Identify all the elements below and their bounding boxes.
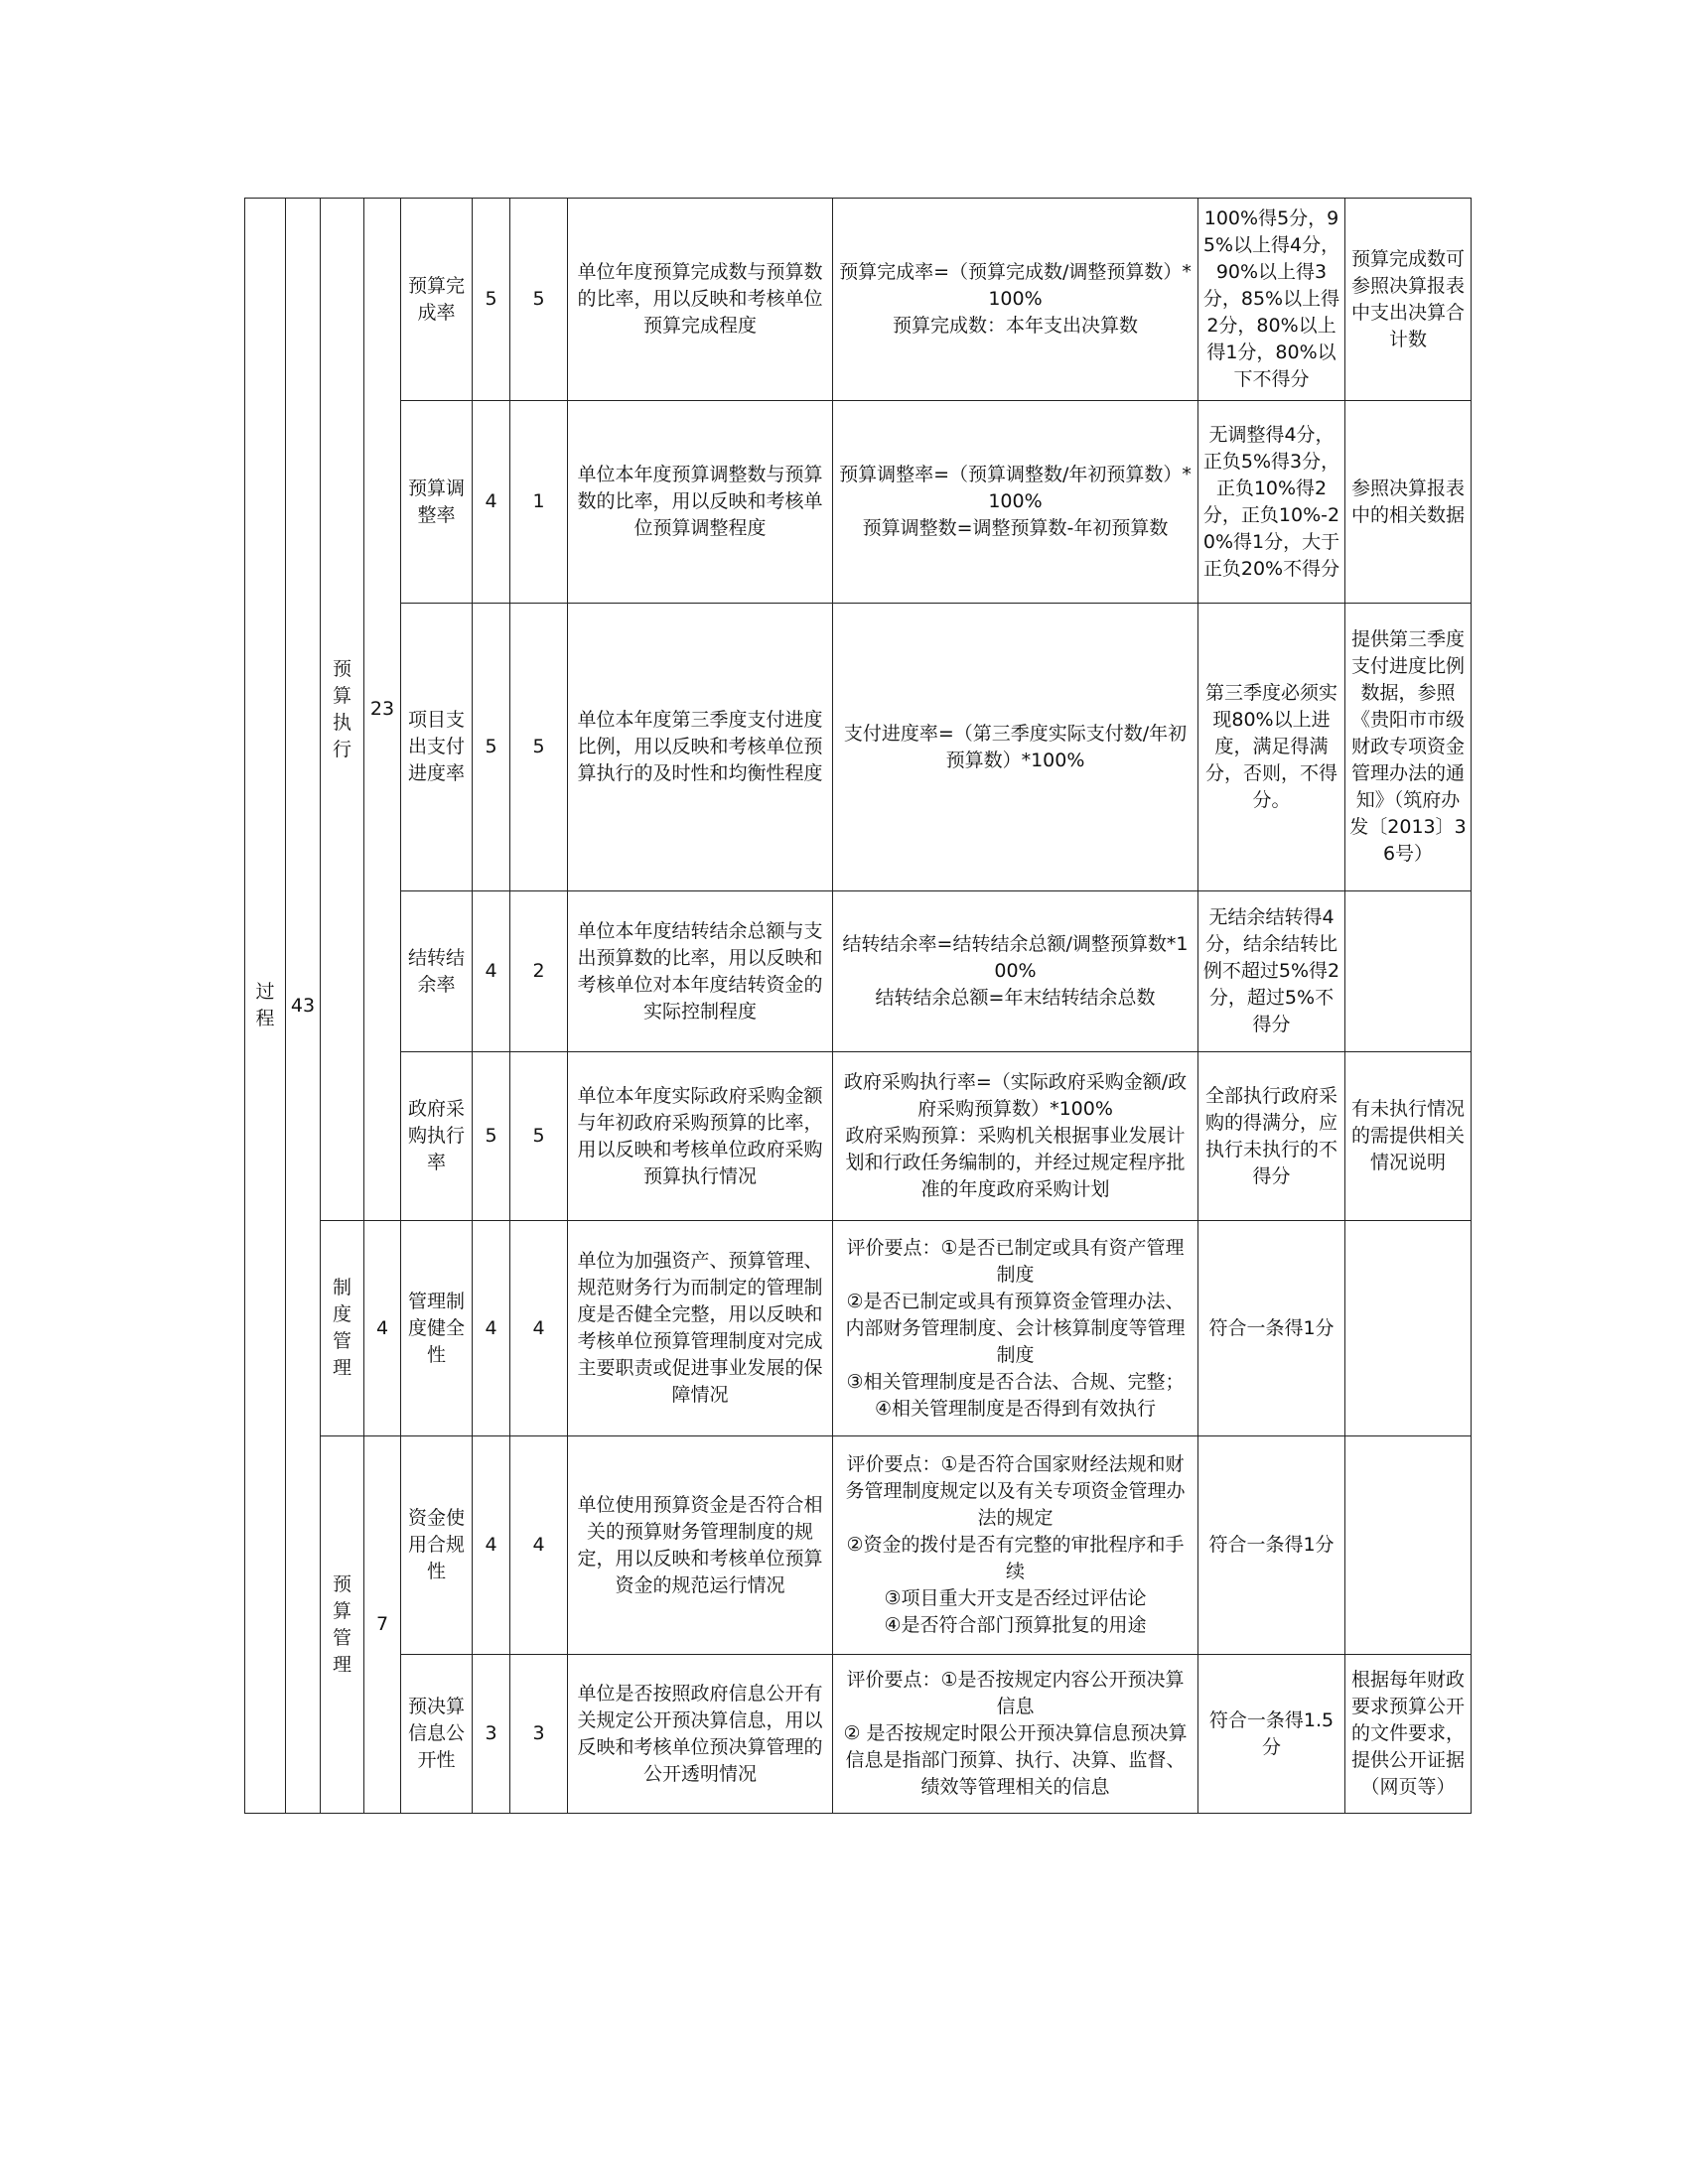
group-management-name: 预算管理	[321, 1436, 364, 1814]
indicator-weight: 3	[473, 1655, 510, 1814]
indicator-definition: 单位是否按照政府信息公开有关规定公开预决算信息，用以反映和考核单位预决算管理的公开透明情况	[568, 1655, 833, 1814]
group-system-name: 制度管理	[321, 1221, 364, 1436]
indicator-name: 结转结余率	[401, 891, 473, 1052]
indicator-weight: 5	[473, 1052, 510, 1221]
indicator-remark: 提供第三季度支付进度比例数据，参照《贵阳市市级财政专项资金管理办法的通知》（筑府办发〔2013〕36号）	[1345, 604, 1472, 891]
indicator-criteria: 符合一条得1分	[1198, 1221, 1345, 1436]
indicator-criteria: 第三季度必须实现80%以上进度，满足得满分，否则，不得分。	[1198, 604, 1345, 891]
indicator-name: 项目支出支付进度率	[401, 604, 473, 891]
indicator-definition: 单位年度预算完成数与预算数的比率，用以反映和考核单位预算完成程度	[568, 199, 833, 401]
table-row	[245, 1655, 1472, 1814]
indicator-weight: 4	[473, 891, 510, 1052]
indicator-formula: 结转结余率=结转结余总额/调整预算数*100% 结转结余总额=年末结转结余总数	[833, 891, 1198, 1052]
indicator-remark: 预算完成数可参照决算报表中支出决算合计数	[1345, 199, 1472, 401]
evaluation-table	[244, 198, 1472, 1814]
group-execution-score: 23	[364, 199, 401, 1221]
indicator-definition: 单位本年度实际政府采购金额与年初政府采购预算的比率，用以反映和考核单位政府采购预算执行情况	[568, 1052, 833, 1221]
indicator-definition: 单位本年度第三季度支付进度比例，用以反映和考核单位预算执行的及时性和均衡性程度	[568, 604, 833, 891]
indicator-formula: 评价要点：①是否按规定内容公开预决算信息 ② 是否按规定时限公开预决算信息预决算信息是指部门预算、执行、决算、监督、绩效等管理相关的信息	[833, 1655, 1198, 1814]
indicator-criteria: 无调整得4分，正负5%得3分，正负10%得2分，正负10%-20%得1分，大于正负20%不得分	[1198, 401, 1345, 604]
indicator-score: 2	[510, 891, 568, 1052]
table-row	[245, 199, 1472, 401]
indicator-weight: 4	[473, 401, 510, 604]
indicator-criteria: 无结余结转得4分，结余结转比例不超过5%得2分，超过5%不得分	[1198, 891, 1345, 1052]
indicator-formula: 预算完成率=（预算完成数/调整预算数）*100% 预算完成数：本年支出决算数	[833, 199, 1198, 401]
table-row	[245, 1436, 1472, 1655]
table-row	[245, 401, 1472, 604]
indicator-formula: 预算调整率=（预算调整数/年初预算数）*100% 预算调整数=调整预算数-年初预算数	[833, 401, 1198, 604]
indicator-score: 5	[510, 604, 568, 891]
indicator-weight: 4	[473, 1436, 510, 1655]
indicator-criteria: 符合一条得1分	[1198, 1436, 1345, 1655]
group-management-score: 7	[364, 1436, 401, 1814]
indicator-name: 政府采购执行率	[401, 1052, 473, 1221]
indicator-formula: 评价要点：①是否已制定或具有资产管理制度 ②是否已制定或具有预算资金管理办法、内部财务管理制度、会计核算制度等管理制度 ③相关管理制度是否合法、合规、完整； ④相关管理制度是否得到有效执行	[833, 1221, 1198, 1436]
indicator-score: 4	[510, 1436, 568, 1655]
indicator-name: 预算调整率	[401, 401, 473, 604]
indicator-name: 预算完成率	[401, 199, 473, 401]
indicator-remark	[1345, 1221, 1472, 1436]
indicator-weight: 5	[473, 199, 510, 401]
indicator-criteria: 100%得5分，95%以上得4分，90%以上得3分，85%以上得2分，80%以上得1分，80%以下不得分	[1198, 199, 1345, 401]
table-row	[245, 604, 1472, 891]
indicator-score: 3	[510, 1655, 568, 1814]
indicator-weight: 4	[473, 1221, 510, 1436]
indicator-name: 管理制度健全性	[401, 1221, 473, 1436]
indicator-definition: 单位为加强资产、预算管理、规范财务行为而制定的管理制度是否健全完整，用以反映和考核单位预算管理制度对完成主要职责或促进事业发展的保障情况	[568, 1221, 833, 1436]
indicator-score: 1	[510, 401, 568, 604]
indicator-remark: 根据每年财政要求预算公开的文件要求，提供公开证据（网页等）	[1345, 1655, 1472, 1814]
indicator-criteria: 全部执行政府采购的得满分，应执行未执行的不得分	[1198, 1052, 1345, 1221]
indicator-definition: 单位使用预算资金是否符合相关的预算财务管理制度的规定，用以反映和考核单位预算资金的规范运行情况	[568, 1436, 833, 1655]
indicator-remark: 参照决算报表中的相关数据	[1345, 401, 1472, 604]
indicator-score: 5	[510, 1052, 568, 1221]
indicator-name: 预决算信息公开性	[401, 1655, 473, 1814]
level1-score: 43	[286, 199, 321, 1814]
indicator-formula: 支付进度率=（第三季度实际支付数/年初预算数）*100%	[833, 604, 1198, 891]
indicator-criteria: 符合一条得1.5分	[1198, 1655, 1345, 1814]
group-system-score: 4	[364, 1221, 401, 1436]
indicator-definition: 单位本年度结转结余总额与支出预算数的比率，用以反映和考核单位对本年度结转资金的实际控制程度	[568, 891, 833, 1052]
indicator-score: 5	[510, 199, 568, 401]
level1-name: 过程	[245, 199, 286, 1814]
indicator-remark	[1345, 1436, 1472, 1655]
indicator-remark	[1345, 891, 1472, 1052]
indicator-formula: 政府采购执行率=（实际政府采购金额/政府采购预算数）*100% 政府采购预算：采购机关根据事业发展计划和行政任务编制的，并经过规定程序批准的年度政府采购计划	[833, 1052, 1198, 1221]
group-execution-name: 预算执行	[321, 199, 364, 1221]
indicator-definition: 单位本年度预算调整数与预算数的比率，用以反映和考核单位预算调整程度	[568, 401, 833, 604]
indicator-weight: 5	[473, 604, 510, 891]
table-row	[245, 1221, 1472, 1436]
indicator-name: 资金使用合规性	[401, 1436, 473, 1655]
table-row	[245, 1052, 1472, 1221]
table-row	[245, 891, 1472, 1052]
indicator-formula: 评价要点：①是否符合国家财经法规和财务管理制度规定以及有关专项资金管理办法的规定 ②资金的拨付是否有完整的审批程序和手续 ③项目重大开支是否经过评估论 ④是否符合部门预算批复的用途	[833, 1436, 1198, 1655]
indicator-score: 4	[510, 1221, 568, 1436]
indicator-remark: 有未执行情况的需提供相关情况说明	[1345, 1052, 1472, 1221]
